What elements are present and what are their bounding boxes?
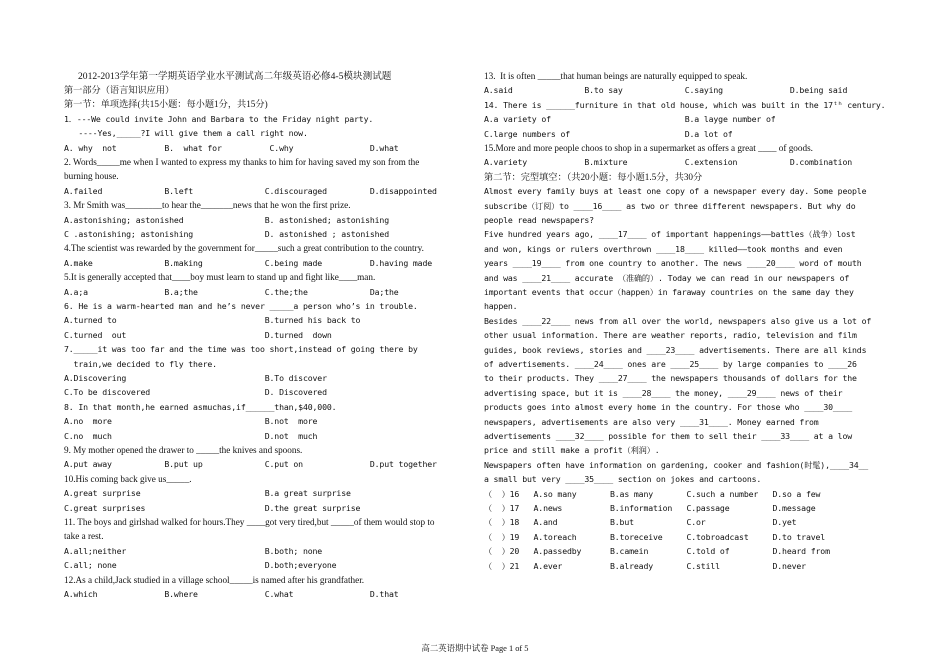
- right-text-line: C.large numbers of D.a lot of: [484, 128, 733, 139]
- left-text-line: A.turned to B.turned his back to: [64, 315, 361, 326]
- left-text-line: C .astonishing; astonishing D. astonished ; astonished: [64, 229, 389, 239]
- left-text-line: 12.As a child,Jack studied in a village school_____is named after his grandfather.: [64, 574, 365, 585]
- right-text-line: a small but very ____35____ section on jokes and cartoons.: [484, 474, 762, 485]
- right-text-line: advertisements ____32____ possible for them to sell their ____33____ at a low: [484, 431, 853, 441]
- left-text-line: 4.The scientist was rewarded by the government for_____such a great contribution to the country.: [64, 243, 424, 254]
- right-text-line: to their products. They ____27____ the newspapers thousands of dollars for the: [484, 373, 857, 384]
- left-text-line: C.To be discovered D. Discovered: [64, 387, 327, 398]
- left-text-line: A.a;a B.a;the C.the;the Da;the: [64, 286, 399, 297]
- left-text-line: A.make B.making C.being made D.having made: [64, 257, 433, 268]
- right-text-line: happen.: [484, 301, 518, 312]
- right-text-line: （ ）20 A.passedby B.camein C.told of D.heard from: [484, 546, 830, 557]
- left-text-line: A.Discovering B.To discover: [64, 373, 327, 383]
- left-text-line: C.turned out D.turned down: [64, 329, 332, 340]
- right-text-line: price and still make a profit（利润）.: [484, 445, 660, 456]
- left-text-line: 9. My mother opened the drawer to _____the knives and spoons.: [64, 445, 303, 455]
- right-text-line: important events that occur（happen）in faraway countries on the same day they: [484, 287, 854, 297]
- left-text-line: 10.His coming back give us_____.: [64, 473, 192, 484]
- right-text-line: A.a variety of B.a layge number of: [484, 114, 776, 125]
- left-text-line: 7._____it was too far and the time was too short,instead of going there by: [64, 344, 418, 355]
- left-text-line: C.great surprises D.the great surprise: [64, 502, 361, 513]
- right-text-line: years ____19____ from one country to another. The news ____20____ word of mouth: [484, 258, 862, 269]
- left-text-line: 第一部分（语言知识应用）: [64, 85, 175, 95]
- right-text-line: Five hundred years ago, ____17____ of important happenings——battles（战争）lost: [484, 229, 856, 240]
- left-text-line: 5.It is generally accepted that____boy must learn to stand up and fight like____man.: [64, 272, 376, 283]
- right-text-line: advertising space, but it is ____28____ the money, ____29____ news of their: [484, 387, 843, 398]
- right-text-line: （ ）17 A.news B.information C.passage D.message: [484, 503, 816, 513]
- left-text-line: C.all; none D.both;everyone: [64, 560, 337, 571]
- left-text-line: A.failed B.left C.discouraged D.disappointed: [64, 185, 437, 196]
- left-text-line: ----Yes,_____?I will give them a call right now.: [64, 128, 308, 139]
- right-text-line: 13. It is often _____that human beings are naturally equipped to speak.: [484, 71, 748, 81]
- left-text-line: 2. Words_____me when I wanted to express my thanks to him for having saved my son from the: [64, 157, 420, 167]
- right-text-line: guides, book reviews, stories and ____23____ advertisements. There are all kinds: [484, 344, 867, 355]
- right-text-line: Almost every family buys at least one copy of a newspaper every day. Some people: [484, 186, 867, 197]
- exam-title: 2012-2013学年第一学期英语学业水平测试高二年级英语必修4-5模块测试题: [78, 71, 392, 82]
- right-text-line: other usual information. There are weather reports, radio, television and film: [484, 330, 857, 341]
- right-text-line: （ ）16 A.so many B.as many C.such a number D.so a few: [484, 488, 821, 499]
- left-text-line: A.all;neither B.both; none: [64, 545, 323, 556]
- page-footer: 高二英语期中试卷 Page 1 of 5: [421, 644, 529, 653]
- left-text-line: 1．---We could invite John and Barbara to the Friday night party.: [64, 113, 374, 124]
- right-text-line: （ ）19 A.toreach B.toreceive C.tobroadcast D.to travel: [484, 531, 826, 542]
- left-text-line: 11. The boys and girlshad walked for hours.They ____got very tired,but _____of them would stop to: [64, 517, 435, 527]
- left-text-line: take a rest.: [64, 531, 104, 542]
- left-text-line: A.great surprise B.a great surprise: [64, 488, 351, 499]
- left-text-line: 8. In that month,he earned asmuchas,if______than,$40,000.: [64, 401, 337, 412]
- left-text-line: C.no much D.not much: [64, 430, 318, 441]
- right-text-line: Besides ____22____ news from all over the world, newspapers also give us a lot of: [484, 315, 872, 326]
- right-text-line: 15.More and more people choos to shop in a supermarket as offers a great ____ of goods.: [484, 143, 813, 153]
- right-text-line: and won, kings or rulers overthrown ____18____ killed——took months and even: [484, 243, 843, 254]
- left-text-line: A.which B.where C.what D.that: [64, 589, 399, 599]
- right-text-line: people read newspapers?: [484, 215, 594, 225]
- right-text-line: （ ）21 A.ever B.already C.still D.never: [484, 560, 806, 571]
- left-text-line: A.no more B.not more: [64, 416, 318, 427]
- left-text-line: burning house.: [64, 171, 119, 182]
- left-text-line: A.astonishing; astonished B. astonished; astonishing: [64, 214, 389, 225]
- right-text-line: A.variety B.mixture C.extension D.combination: [484, 157, 853, 168]
- left-text-line: A.put away B.put up C.put on D.put together: [64, 459, 437, 470]
- right-text-line: of advertisements. ____24____ ones are ____25____ by large companies to ____26: [484, 359, 857, 369]
- right-text-line: newspapers, advertisements are also very ____31____. Money earned from: [484, 416, 819, 427]
- left-text-line: 第一节：单项选择(共15小题：每小题1分，共15分): [64, 99, 268, 110]
- right-text-line: and was ____21____ accurate （准确的）. Today we can read in our newspapers of: [484, 272, 850, 283]
- left-text-line: 3. Mr Smith was________to hear the_______news that he won the first prize.: [64, 200, 351, 211]
- left-text-line: 6. He is a warm-hearted man and he’s never _____a person who’s in trouble.: [64, 301, 418, 311]
- right-text-line: products goes into almost every home in the country. For those who ____30____: [484, 402, 853, 413]
- right-text-line: subscribe（订阅）to ____16____ as two or three different newspapers. But why do: [484, 200, 856, 211]
- right-text-line: Newspapers often have information on gardening, cooker and fashion(时髦),____34__: [484, 459, 869, 470]
- right-text-line: 第二节：完型填空：（共20小题：每小题1.5分，共30分: [484, 171, 703, 182]
- left-text-line: train,we decided to fly there.: [64, 358, 217, 369]
- right-text-line: 14. There is ______furniture in that old house, which was built in the 17ᵗʰ century.: [484, 99, 886, 110]
- right-text-line: （ ）18 A.and B.but C.or D.yet: [484, 517, 797, 528]
- right-text-line: A.said B.to say C.saying D.being said: [484, 85, 848, 96]
- left-text-line: A. why not B. what for C.why D.what: [64, 142, 399, 153]
